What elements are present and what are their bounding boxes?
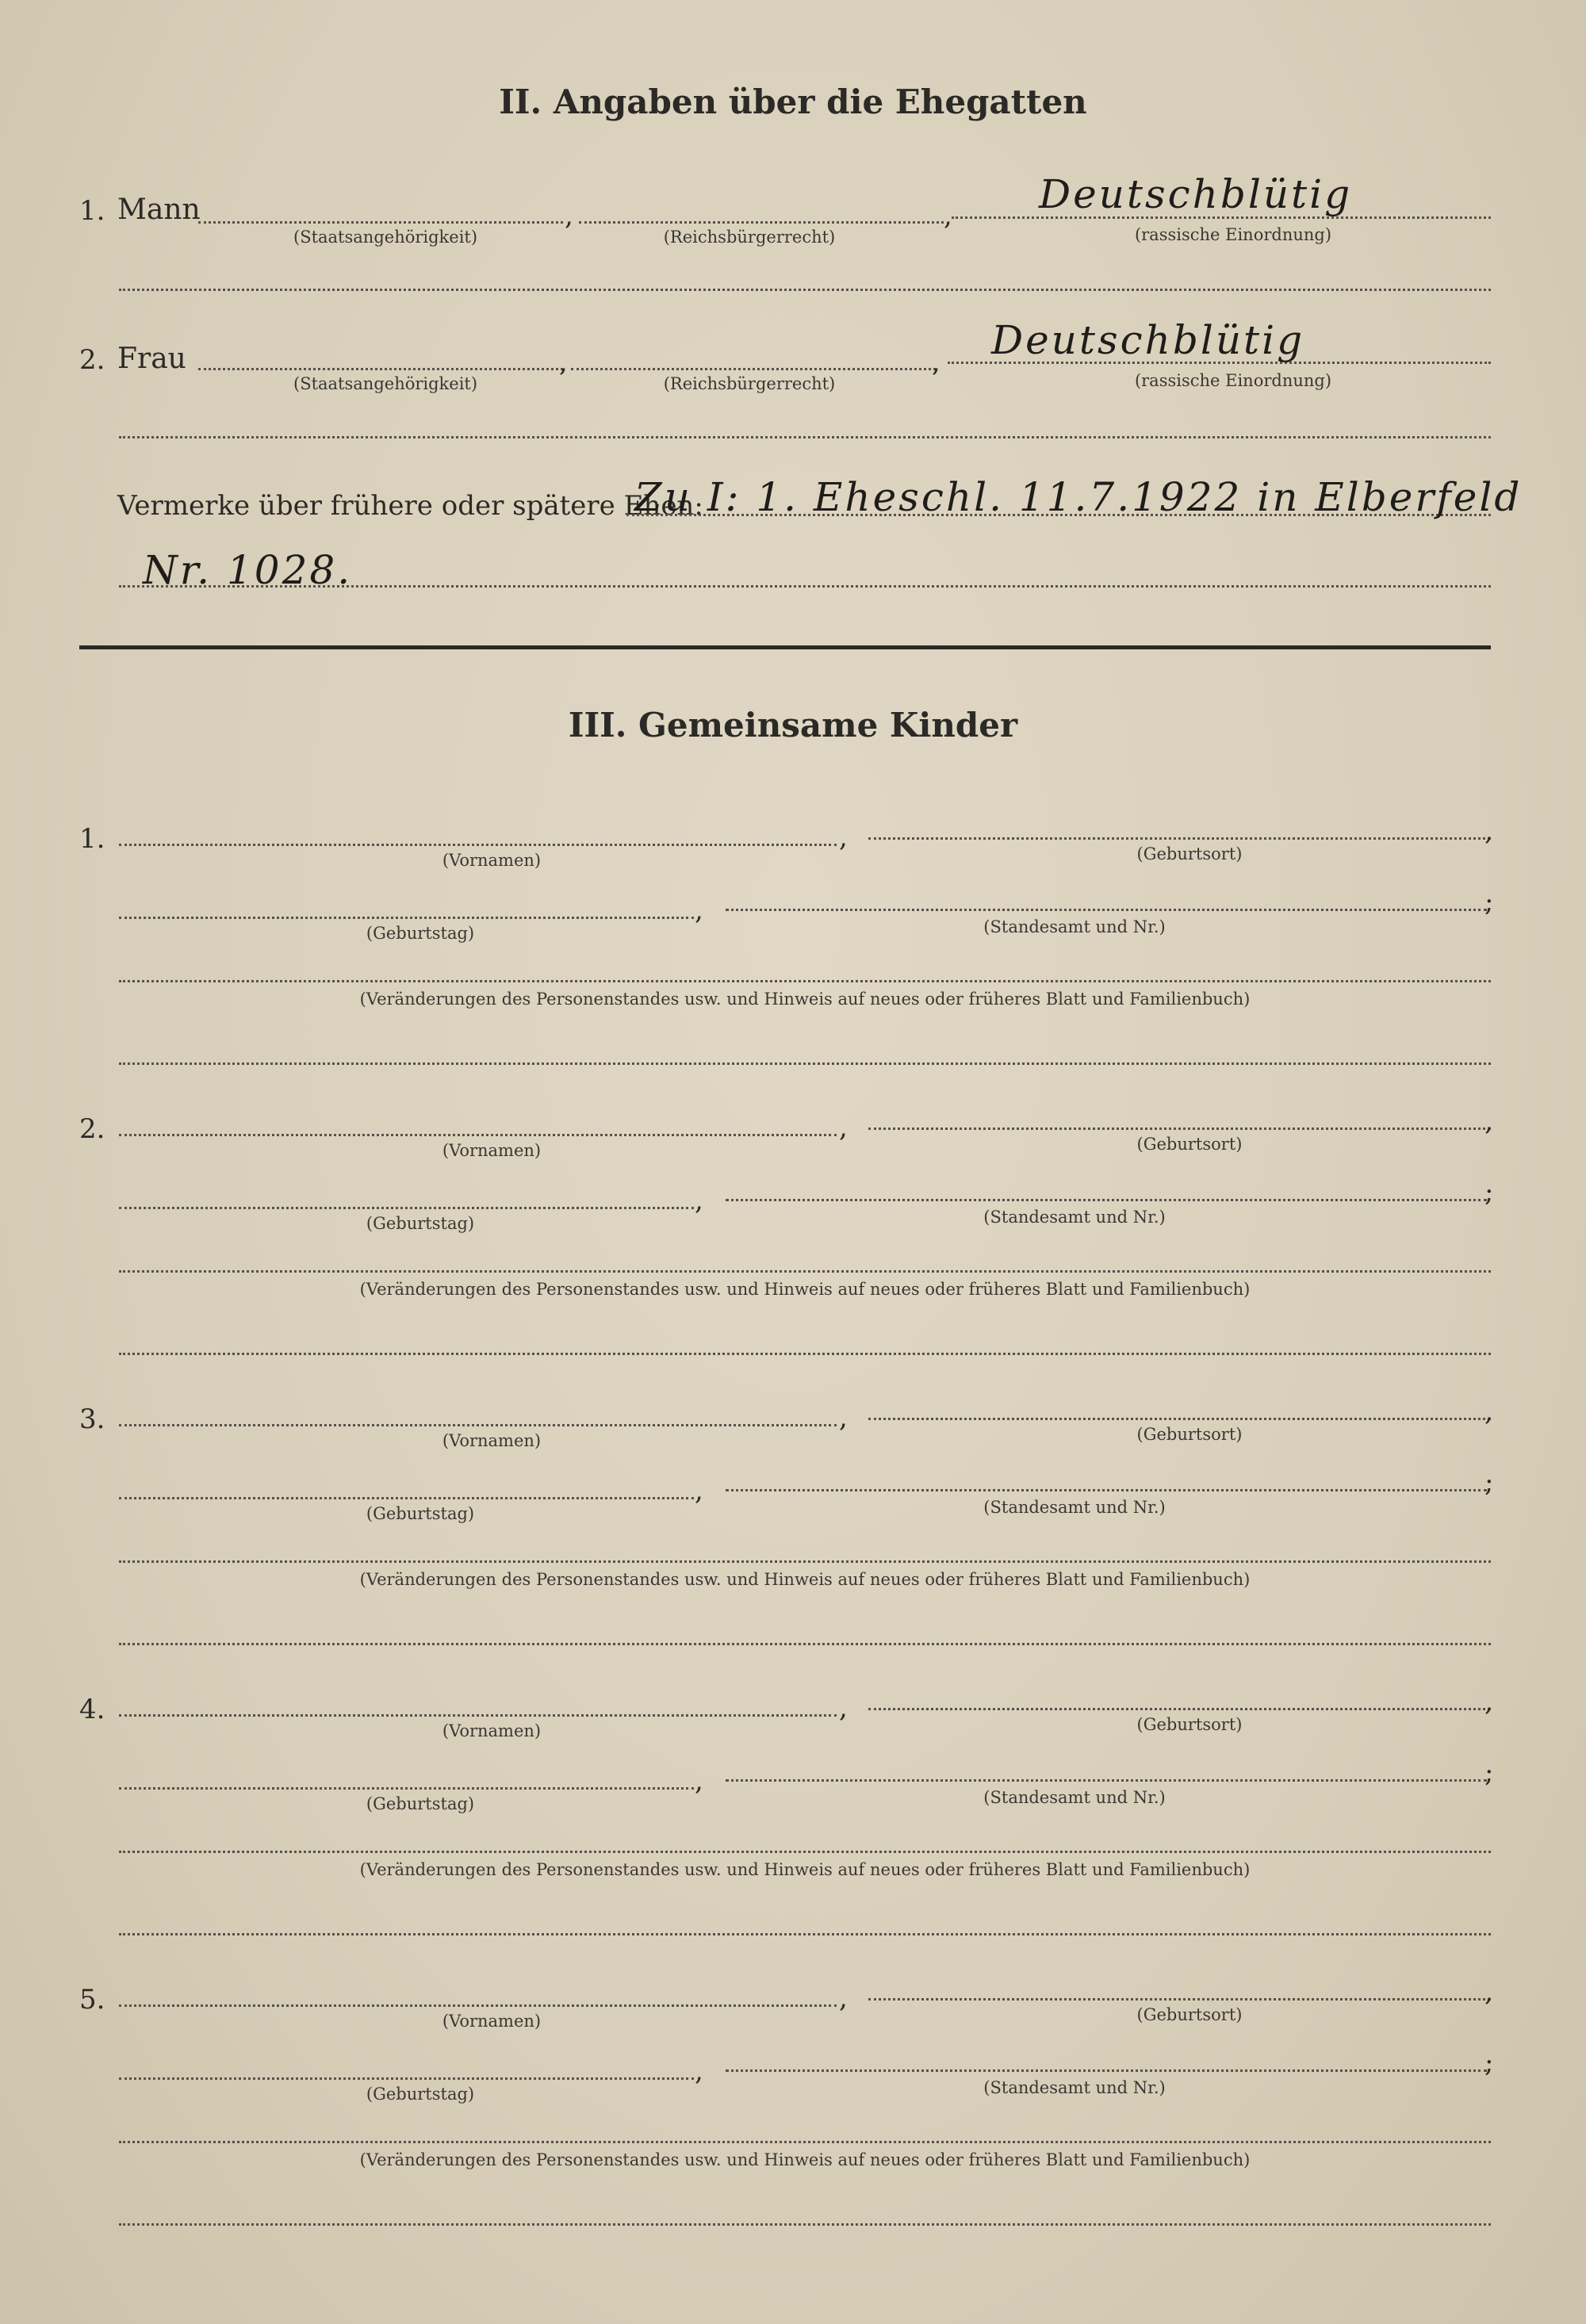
caption-birthplace: (Geburtsort) xyxy=(1136,1715,1243,1734)
child-birthplace-line[interactable] xyxy=(868,1998,1491,2000)
comma: , xyxy=(695,1475,703,1507)
caption-registry: (Standesamt und Nr.) xyxy=(983,917,1166,936)
child-first-names-line[interactable] xyxy=(119,2004,837,2007)
semicolon: ; xyxy=(1484,1177,1494,1208)
caption-first-names: (Vornamen) xyxy=(442,2012,542,2031)
man-citizenship-line[interactable] xyxy=(198,221,563,224)
man-extra-line[interactable] xyxy=(119,289,1491,291)
woman-reich-line[interactable] xyxy=(571,368,936,370)
child-extra-line[interactable] xyxy=(119,1643,1491,1645)
comma: , xyxy=(944,200,952,232)
child-number: 4. xyxy=(79,1694,105,1725)
child-registry-line[interactable] xyxy=(726,1779,1487,1782)
spouse-label-woman: Frau xyxy=(117,343,186,375)
semicolon: ; xyxy=(1484,2047,1494,2079)
child-number: 3. xyxy=(79,1403,105,1435)
child-number: 5. xyxy=(79,1984,105,2016)
remarks-handwritten-2: Nr. 1028. xyxy=(143,547,353,593)
child-birthplace-line[interactable] xyxy=(868,1128,1491,1130)
remarks-handwritten-1: Zu I: 1. Eheschl. 11.7.1922 in Elberfeld xyxy=(634,474,1523,520)
caption-birthdate: (Geburtstag) xyxy=(366,2085,475,2104)
caption-first-names: (Vornamen) xyxy=(442,1721,542,1740)
comma: , xyxy=(695,894,703,926)
child-extra-line[interactable] xyxy=(119,1353,1491,1355)
comma: , xyxy=(695,1185,703,1216)
caption-birthdate: (Geburtstag) xyxy=(366,1214,475,1233)
man-racial-handwritten: Deutschblütig xyxy=(1039,171,1353,217)
child-birthdate-line[interactable] xyxy=(119,1787,694,1790)
caption-changes: (Veränderungen des Personenstandes usw. und Hinweis auf neues oder früheres Blatt und Familienbuch) xyxy=(359,1860,1251,1879)
caption-birthplace: (Geburtsort) xyxy=(1136,1425,1243,1444)
child-birthdate-line[interactable] xyxy=(119,2077,694,2080)
caption-registry: (Standesamt und Nr.) xyxy=(983,1208,1166,1227)
caption-reich: (Reichsbürgerrecht) xyxy=(663,374,836,393)
caption-birthplace: (Geburtsort) xyxy=(1136,2005,1243,2024)
caption-birthdate: (Geburtstag) xyxy=(366,924,475,943)
child-birthplace-line[interactable] xyxy=(868,1418,1491,1420)
child-birthplace-line[interactable] xyxy=(868,1708,1491,1710)
child-birthdate-line[interactable] xyxy=(119,1207,694,1209)
section-title-spouses: II. Angaben über die Ehegatten xyxy=(499,82,1087,121)
comma: , xyxy=(695,2055,703,2087)
caption-racial: (rassische Einordnung) xyxy=(1134,371,1332,390)
caption-registry: (Standesamt und Nr.) xyxy=(983,1498,1166,1517)
child-birthdate-line[interactable] xyxy=(119,1497,694,1499)
spouse-label-man: Mann xyxy=(117,193,201,226)
caption-birthdate: (Geburtstag) xyxy=(366,1504,475,1523)
woman-racial-handwritten: Deutschblütig xyxy=(991,317,1305,363)
comma: , xyxy=(559,346,568,378)
child-first-names-line[interactable] xyxy=(119,1424,837,1426)
caption-changes: (Veränderungen des Personenstandes usw. und Hinweis auf neues oder früheres Blatt und Familienbuch) xyxy=(359,1280,1251,1299)
caption-registry: (Standesamt und Nr.) xyxy=(983,2078,1166,2097)
section-title-children: III. Gemeinsame Kinder xyxy=(568,706,1018,745)
spouse-number-woman: 2. xyxy=(79,344,105,376)
caption-changes: (Veränderungen des Personenstandes usw. und Hinweis auf neues oder früheres Blatt und Familienbuch) xyxy=(359,1570,1251,1589)
child-changes-line[interactable] xyxy=(119,1851,1491,1853)
caption-birthplace: (Geburtsort) xyxy=(1136,1135,1243,1154)
child-registry-line[interactable] xyxy=(726,1489,1487,1491)
child-first-names-line[interactable] xyxy=(119,1134,837,1136)
comma: , xyxy=(839,1982,848,2014)
comma: , xyxy=(1484,1976,1493,2008)
comma: , xyxy=(565,200,573,232)
child-birthdate-line[interactable] xyxy=(119,917,694,919)
caption-racial: (rassische Einordnung) xyxy=(1134,225,1332,244)
comma: , xyxy=(1484,1396,1493,1427)
comma: , xyxy=(839,1112,848,1143)
semicolon: ; xyxy=(1484,1467,1494,1499)
caption-birthdate: (Geburtstag) xyxy=(366,1794,475,1813)
semicolon: ; xyxy=(1484,886,1494,918)
comma: , xyxy=(839,821,848,853)
man-reich-line[interactable] xyxy=(579,221,944,224)
woman-extra-line[interactable] xyxy=(119,436,1491,438)
child-first-names-line[interactable] xyxy=(119,844,837,846)
remarks-label: Vermerke über frühere oder spätere Ehen: xyxy=(117,490,703,522)
child-extra-line[interactable] xyxy=(119,1933,1491,1935)
caption-reich: (Reichsbürgerrecht) xyxy=(663,228,836,247)
caption-birthplace: (Geburtsort) xyxy=(1136,844,1243,863)
child-changes-line[interactable] xyxy=(119,1270,1491,1273)
child-changes-line[interactable] xyxy=(119,1560,1491,1563)
caption-first-names: (Vornamen) xyxy=(442,1141,542,1160)
comma: , xyxy=(932,346,940,378)
comma: , xyxy=(839,1402,848,1434)
comma: , xyxy=(1484,1686,1493,1717)
semicolon: ; xyxy=(1484,1757,1494,1789)
child-first-names-line[interactable] xyxy=(119,1714,837,1717)
comma: , xyxy=(695,1765,703,1797)
caption-changes: (Veränderungen des Personenstandes usw. und Hinweis auf neues oder früheres Blatt und Familienbuch) xyxy=(359,2150,1251,2169)
caption-citizenship: (Staatsangehörigkeit) xyxy=(293,374,478,393)
child-registry-line[interactable] xyxy=(726,909,1487,911)
comma: , xyxy=(1484,815,1493,847)
child-registry-line[interactable] xyxy=(726,2069,1487,2072)
caption-registry: (Standesamt und Nr.) xyxy=(983,1788,1166,1807)
child-changes-line[interactable] xyxy=(119,2141,1491,2143)
child-number: 2. xyxy=(79,1113,105,1145)
comma: , xyxy=(839,1692,848,1724)
caption-first-names: (Vornamen) xyxy=(442,1431,542,1450)
child-number: 1. xyxy=(79,823,105,855)
caption-citizenship: (Staatsangehörigkeit) xyxy=(293,228,478,247)
child-changes-line[interactable] xyxy=(119,980,1491,982)
caption-first-names: (Vornamen) xyxy=(442,851,542,870)
child-registry-line[interactable] xyxy=(726,1199,1487,1201)
section-divider xyxy=(79,645,1491,649)
woman-citizenship-line[interactable] xyxy=(198,368,563,370)
comma: , xyxy=(1484,1105,1493,1137)
child-birthplace-line[interactable] xyxy=(868,837,1491,840)
spouse-number-man: 1. xyxy=(79,195,105,227)
child-extra-line[interactable] xyxy=(119,2223,1491,2226)
caption-changes: (Veränderungen des Personenstandes usw. und Hinweis auf neues oder früheres Blatt und Familienbuch) xyxy=(359,990,1251,1009)
child-extra-line[interactable] xyxy=(119,1062,1491,1065)
